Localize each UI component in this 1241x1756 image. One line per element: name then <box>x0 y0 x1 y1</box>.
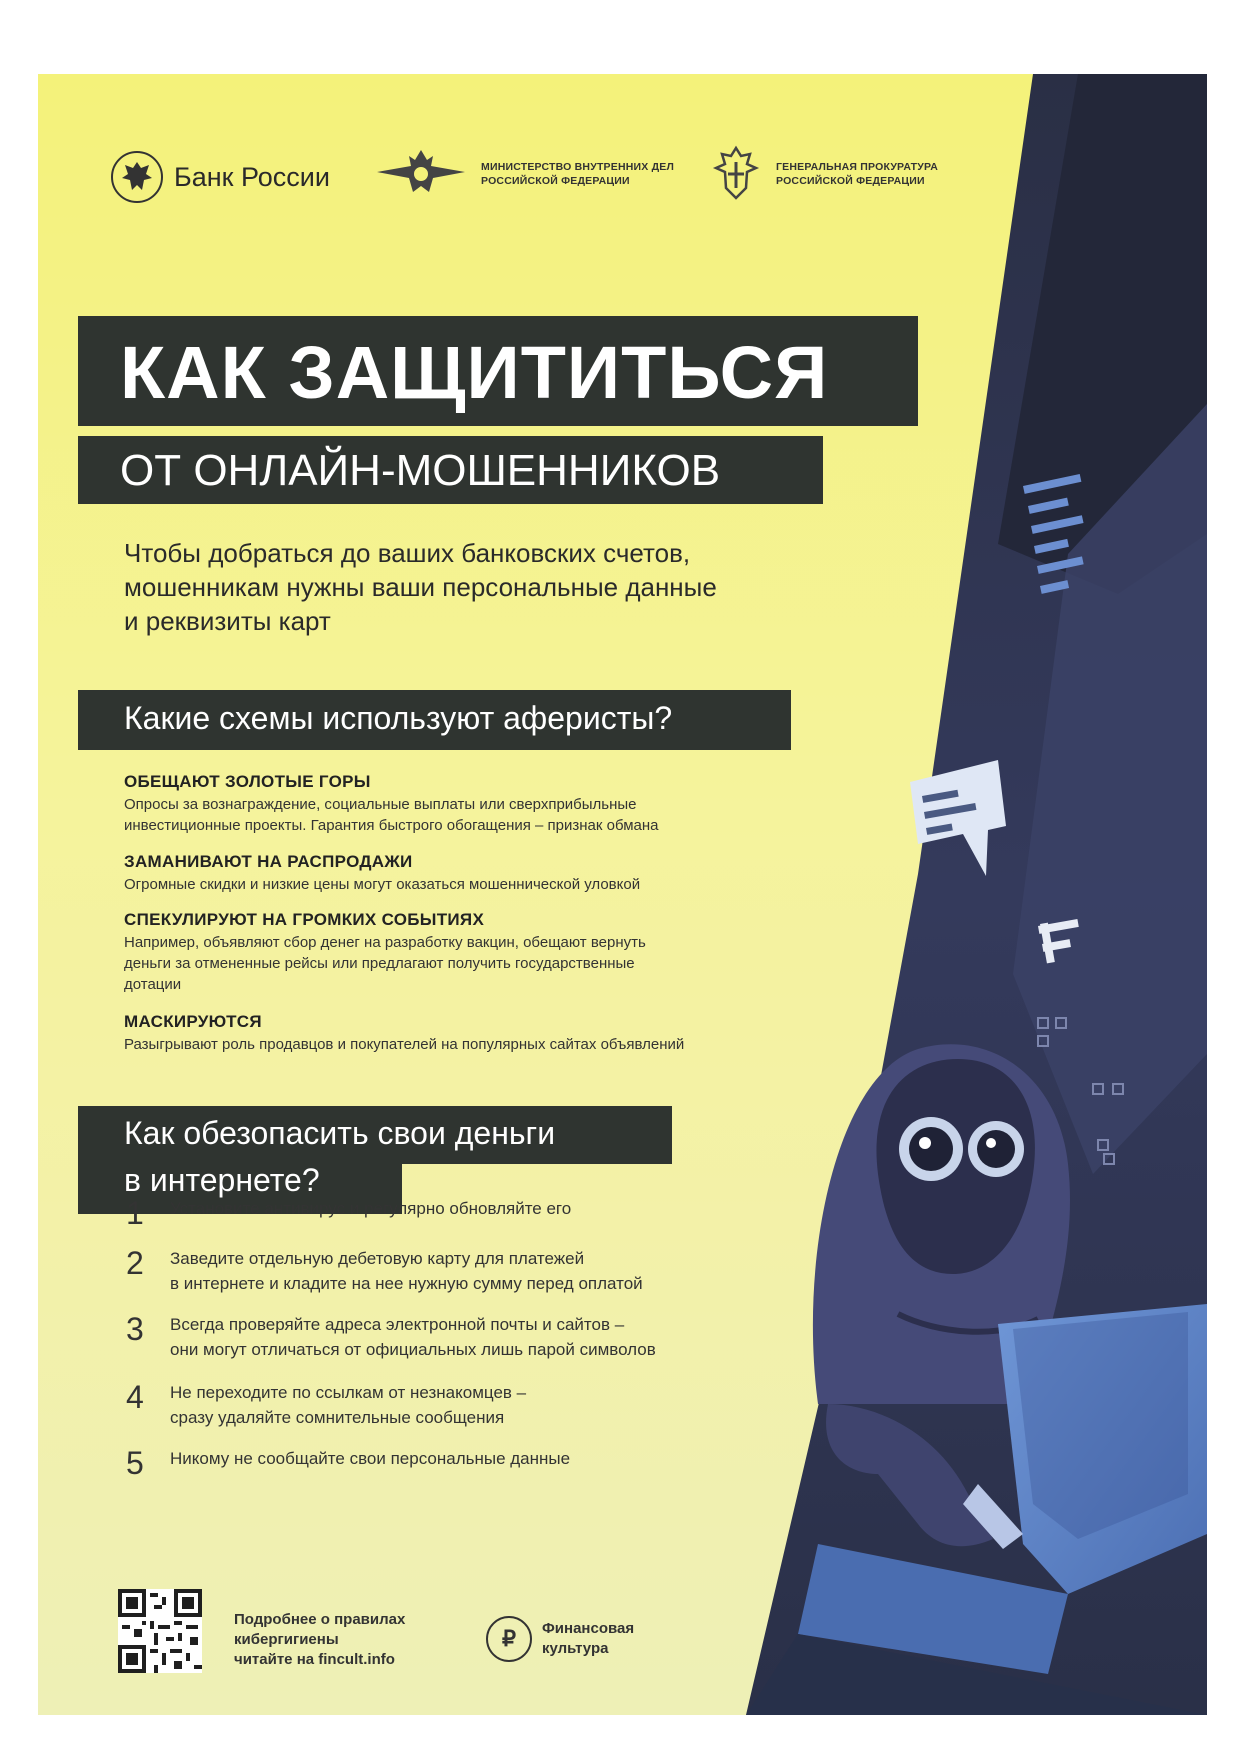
footer-more-line-3: читайте на fincult.info <box>234 1651 395 1668</box>
footer-more-line-1: Подробнее о правилах <box>234 1611 406 1628</box>
scheme-title: ЗАМАНИВАЮТ НА РАСПРОДАЖИ <box>124 852 413 871</box>
step-text: Всегда проверяйте адреса электронной почты и сайтов – они могут отличаться от официальных лишь парой символов <box>170 1315 656 1359</box>
safety-heading-line-1: Как обезопасить свои деньги <box>124 1115 556 1151</box>
safety-step <box>126 1196 571 1230</box>
step-number: 3 <box>126 1311 144 1347</box>
subtitle: ОТ ОНЛАЙН-МОШЕННИКОВ <box>120 446 721 495</box>
financial-culture-logo <box>486 1616 634 1662</box>
step-text: Заведите отдельную дебетовую карту для платежей в интернете и кладите на нее нужную сумму перед оплатой <box>170 1249 643 1293</box>
safety-step <box>126 1246 643 1296</box>
bank-of-russia-logo <box>110 150 330 204</box>
schemes-heading-bar <box>78 690 791 750</box>
mvd-name-line2: РОССИЙСКОЙ ФЕДЕРАЦИИ <box>481 175 630 187</box>
scheme-title: СПЕКУЛИРУЮТ НА ГРОМКИХ СОБЫТИЯХ <box>124 910 485 929</box>
poster <box>38 74 1207 1715</box>
mvd-emblem-icon <box>373 144 469 204</box>
scheme-description: Огромные скидки и низкие цены могут оказаться мошеннической уловкой <box>124 876 641 893</box>
step-number: 1 <box>126 1195 144 1231</box>
scheme-title: ОБЕЩАЮТ ЗОЛОТЫЕ ГОРЫ <box>124 772 371 791</box>
mvd-name-line1: МИНИСТЕРСТВО ВНУТРЕННИХ ДЕЛ <box>481 161 675 173</box>
schemes-heading: Какие схемы используют аферисты? <box>124 700 673 736</box>
step-text: Никому не сообщайте свои персональные данные <box>170 1449 571 1468</box>
step-text: Не переходите по ссылкам от незнакомцев – сразу удаляйте сомнительные сообщения <box>170 1383 527 1427</box>
prosecutor-general-logo <box>710 144 938 204</box>
scheme-item <box>124 772 884 836</box>
ruble-icon: ₽ <box>486 1616 532 1662</box>
scheme-item <box>124 852 884 895</box>
step-number: 5 <box>126 1445 144 1481</box>
main-title: КАК ЗАЩИТИТЬСЯ <box>120 331 829 414</box>
step-number: 4 <box>126 1379 144 1415</box>
prosecutor-emblem-icon <box>710 144 762 204</box>
scheme-title: МАСКИРУЮТСЯ <box>124 1012 262 1031</box>
fincult-info-text <box>234 1610 405 1670</box>
prosecutor-name-line1: ГЕНЕРАЛЬНАЯ ПРОКУРАТУРА <box>776 161 939 173</box>
intro-text <box>124 536 924 638</box>
fincult-name-line-1: Финансовая <box>542 1620 635 1637</box>
qr-code[interactable] <box>118 1589 202 1673</box>
scheme-item <box>124 910 884 995</box>
intro-line-3: и реквизиты карт <box>124 606 331 636</box>
safety-step <box>126 1446 570 1480</box>
step-number: 2 <box>126 1245 144 1281</box>
safety-heading-line-2: в интернете? <box>124 1162 320 1198</box>
main-title-bar <box>78 316 918 426</box>
scheme-item <box>124 1012 884 1055</box>
subtitle-bar <box>78 436 823 504</box>
footer-more-line-2: кибергигиены <box>234 1631 339 1648</box>
mvd-logo <box>373 144 674 204</box>
safety-step <box>126 1380 526 1430</box>
eagle-emblem-icon <box>110 150 164 204</box>
scheme-description: Опросы за вознаграждение, социальные выплаты или сверхприбыльные инвестиционные проекты. Гарантия быстрого обогащения – признак обмана <box>124 796 659 834</box>
scheme-description: Разыгрывают роль продавцов и покупателей на популярных сайтах объявлений <box>124 1036 685 1053</box>
safety-step <box>126 1312 656 1362</box>
fincult-name-line-2: культура <box>542 1640 609 1657</box>
prosecutor-name-line2: РОССИЙСКОЙ ФЕДЕРАЦИИ <box>776 175 925 187</box>
bank-name-text: Банк России <box>174 161 330 192</box>
intro-line-1: Чтобы добраться до ваших банковских счетов, <box>124 538 691 568</box>
step-text: Установите антивирус и регулярно обновляйте его <box>170 1199 572 1218</box>
scheme-description: Например, объявляют сбор денег на разработку вакцин, обещают вернуть деньги за отмененные рейсы или предлагают получить государственные дотации <box>124 934 646 993</box>
intro-line-2: мошенникам нужны ваши персональные данные <box>124 572 717 602</box>
